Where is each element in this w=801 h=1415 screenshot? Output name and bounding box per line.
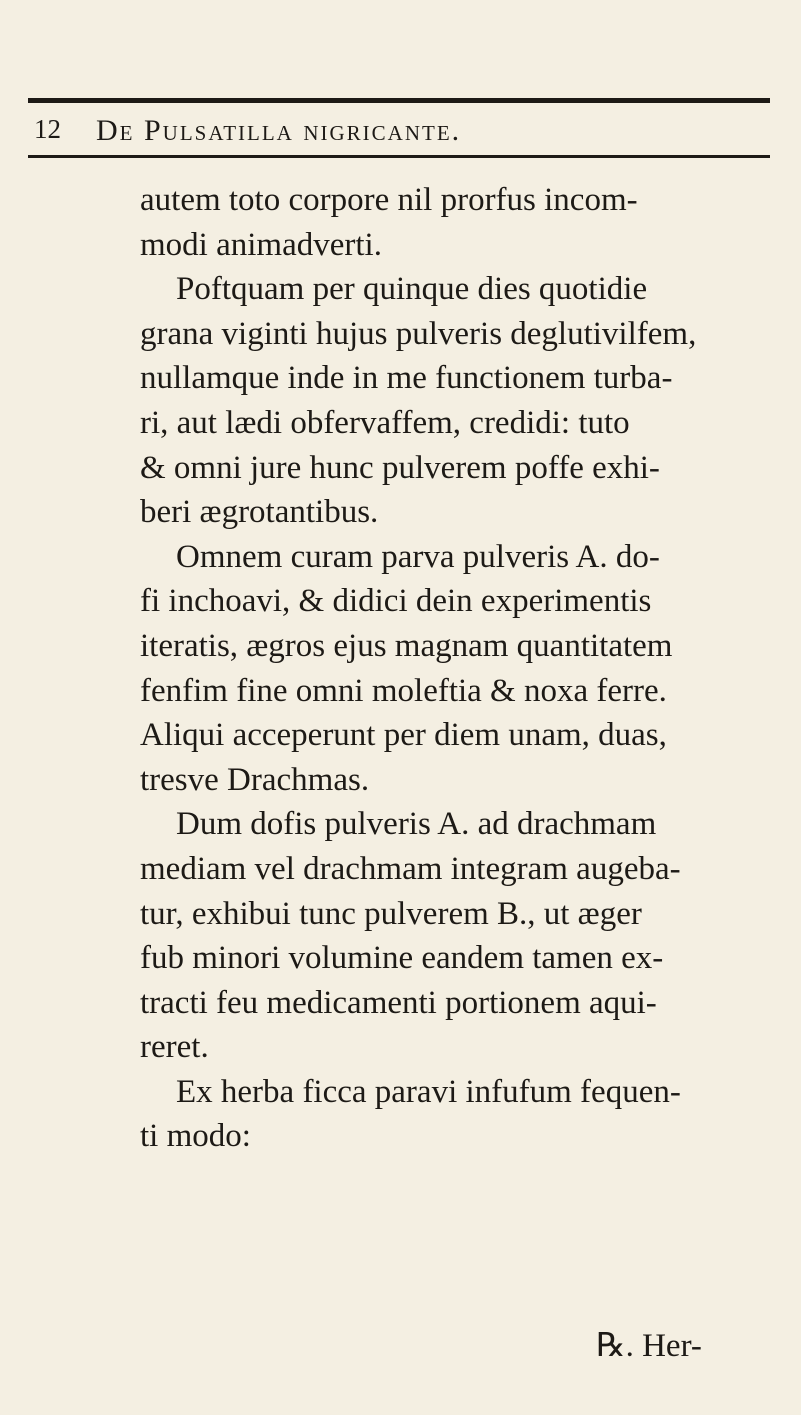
text-line: Ex herba ficca paravi infufum fequen- [176, 1073, 681, 1110]
text-line: fub minori volumine eandem tamen ex- [140, 940, 664, 977]
text-line: ti modo: [140, 1118, 251, 1155]
text-line: beri ægrotantibus. [140, 494, 379, 531]
running-header [34, 114, 770, 154]
text-line: Aliqui acceperunt per diem unam, duas, [140, 717, 667, 754]
text-line: ri, aut lædi obfervaffem, credidi: tuto [140, 404, 630, 441]
text-line: tresve Drachmas. [140, 761, 370, 798]
text-line: Poftquam per quinque dies quotidie [176, 271, 648, 308]
text-line: nullamque inde in me functionem turba- [140, 360, 673, 397]
text-line: Omnem curam parva pulveris A. do- [176, 538, 660, 575]
body-text [140, 178, 780, 1159]
text-line: fi inchoavi, & didici dein experimentis [140, 583, 652, 620]
text-line: mediam vel drachmam integram augeba- [140, 850, 681, 887]
header-rule-bottom [28, 155, 770, 158]
text-line: grana viginti hujus pulveris deglutivilfem, [140, 315, 697, 352]
catchword: ℞. Her- [596, 1328, 702, 1364]
text-line: & omni jure hunc pulverem poffe exhi- [140, 449, 660, 486]
text-line: reret. [140, 1029, 209, 1066]
text-line: tracti feu medicamenti portionem aqui- [140, 984, 657, 1021]
text-line: autem toto corpore nil prorfus incom- [140, 182, 638, 218]
text-line: Dum dofis pulveris A. ad drachmam [176, 806, 657, 843]
text-line: tur, exhibui tunc pulverem B., ut æger [140, 895, 642, 932]
text-line: fenfim fine omni moleftia & noxa ferre. [140, 672, 667, 709]
text-line: modi animadverti. [140, 226, 382, 263]
running-title: De Pulsatilla nigricante. [96, 114, 462, 147]
page-number: 12 [34, 114, 61, 144]
header-rule-top [28, 98, 770, 103]
text-line: iteratis, ægros ejus magnam quantitatem [140, 627, 673, 664]
